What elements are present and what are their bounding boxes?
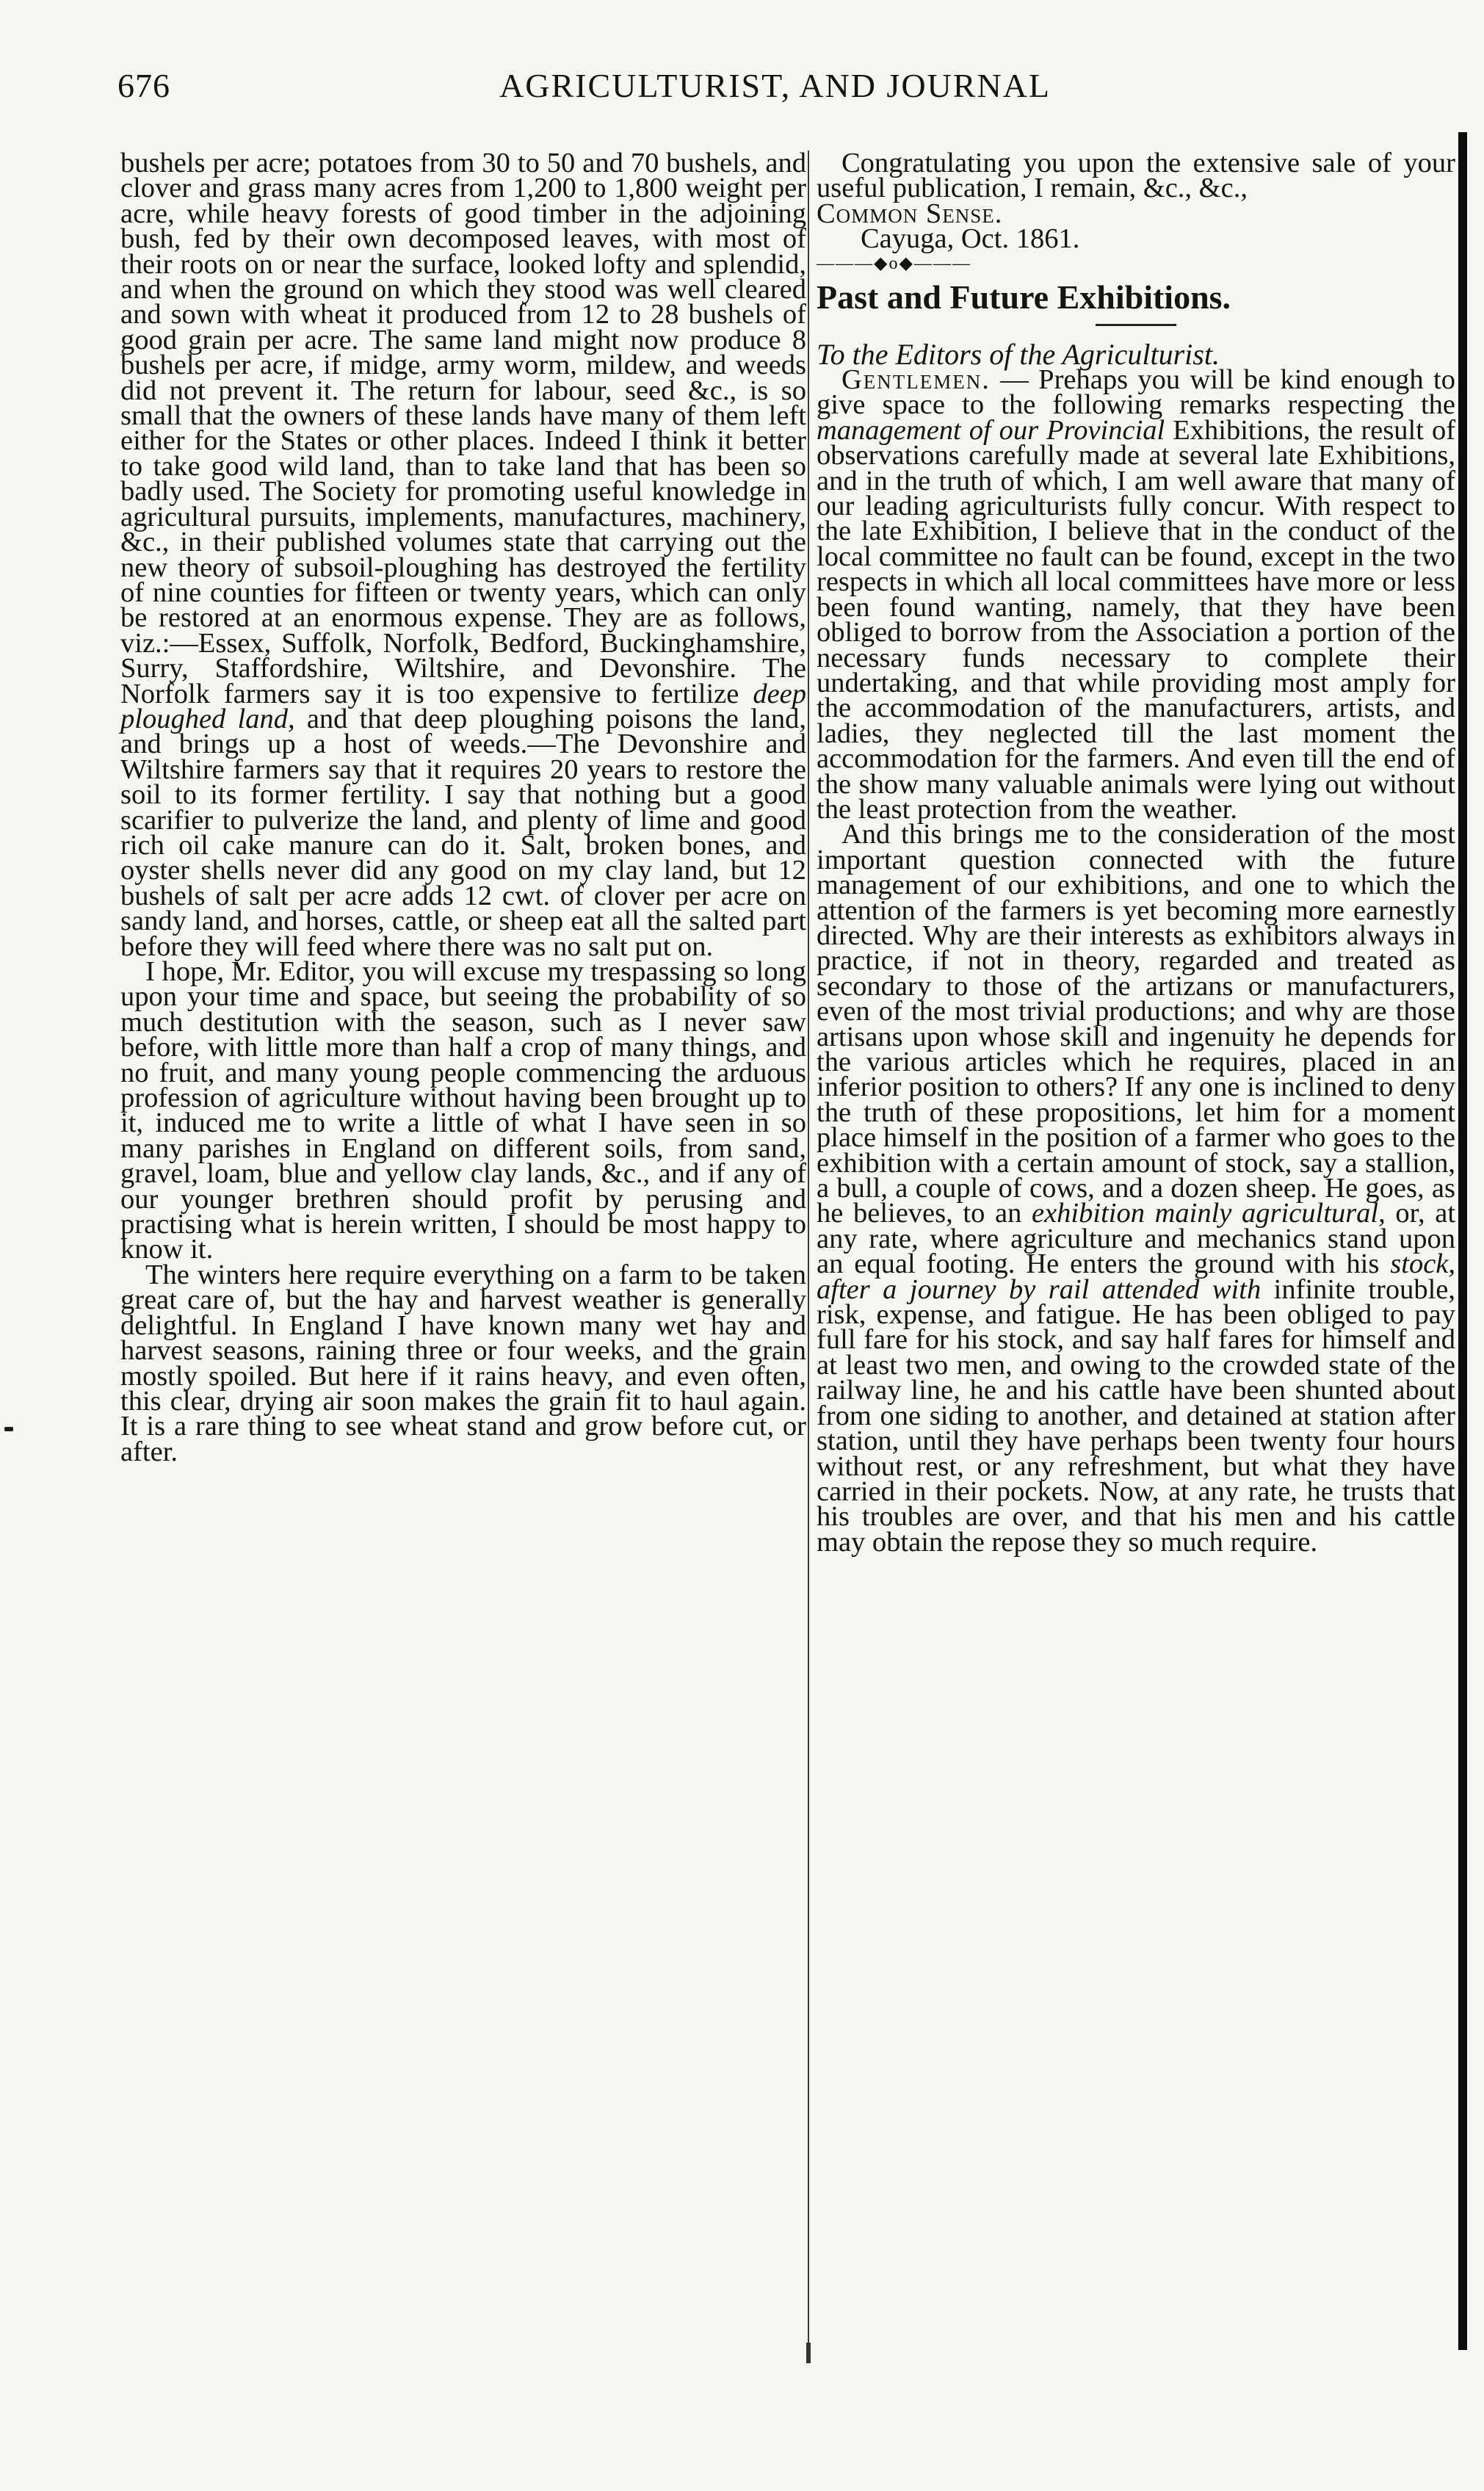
right-p2-mid: or, at any rate, where agriculture and mechanics stand upon an equal footing. He enters the ground with his — [817, 1198, 1456, 1280]
column-rule-foot — [806, 2343, 811, 2363]
signature: Common Sense. — [817, 198, 1003, 229]
right-p1-end: Exhibitions, the result of observations carefully made at several late Exhibitions, and in the truth of which, I am well aware that many of our leading agriculturists fully concur. With respect to the late Exhibition, I believe that in the conduct of the local committee no fault can be found, except in the two respects in which all local committees have more or less been found wanting, namely, that they have been obliged to borrow from the Association a portion of the necessary funds necessary to complete their undertaking, and that while providing most amply for the accommodation of the manufacturers, artists, and ladies, they neglected till the last moment the accommodation for the farmers. And even till the end of the show many valuable animals were lying out without the least protection from the weather. — [817, 414, 1456, 825]
right-p2-italic2: stock, after a journey by rail attended with — [817, 1248, 1455, 1305]
left-p1-italic: deep ploughed land, — [120, 678, 806, 734]
right-paragraph-1 — [817, 364, 1456, 825]
right-paragraph-2 — [817, 819, 1456, 1558]
right-column — [812, 148, 1456, 2376]
gentlemen-label: Gentlemen. — [841, 364, 991, 396]
binding-edge-shadow — [1458, 132, 1467, 2350]
left-p1-text: bushels per acre; potatoes from 30 to 50 and 70 bushels, and clover and grass many acres from 1,200 to 1,800 weight per acre, while heavy forests of good timber in the adjoining bush, fed by their own decomposed leaves, with most of their roots on or near the surface, looked lofty and splendid, and when the ground on which they stood was well cleared and sown with wheat it produced from 12 to 28 bushels of good grain per acre. The same land might now produce 8 bushels per acre, if midge, army worm, mildew, and weeds did not prevent it. The return for labour, seed &c., is so small that the owners of these lands have many of them left either for the States or other places. Indeed I think it better to take good wild land, than to take land that has been so badly used. The Society for promoting useful knowledge in agricultural pursuits, implements, manufactures, machinery, &c., in their published volumes state that carrying out the new theory of subsoil-ploughing has destroyed the fertility of nine counties for fifteen or twenty years, which can only be restored at an enormous expense. They are as follows, viz.:—Essex, Suffolk, Norfolk, Bedford, Buckinghamshire, Surry, Staffordshire, Wiltshire, and Devonshire. The Norfolk farmers say it is too expensive to fertilize — [120, 148, 806, 709]
page-number: 676 — [117, 67, 170, 104]
dateline: Cayuga, Oct. 1861. — [861, 223, 1080, 255]
right-p1-italic: management of our Provincial — [817, 414, 1165, 446]
right-p1-text: — Prehaps you will be kind enough to give space to the following remarks respecting the — [817, 364, 1455, 421]
salutation: To the Editors of the Agriculturist. — [817, 337, 1220, 371]
running-title: AGRICULTURIST, AND JOURNAL — [499, 67, 1051, 104]
section-heading: Past and Future Exhibitions. — [817, 278, 1231, 316]
left-column — [120, 148, 807, 2361]
left-paragraph-3: The winters here require everything on a farm to be taken great care of, but the hay and harvest weather is generally delightful. In England I have known many wet hay and harvest seasons, raining three or four weeks, and the grain mostly spoiled. But here if it rains heavy, and even often, this clear, drying air soon makes the grain fit to haul again. It is a rare thing to see wheat stand and grow before cut, or after. — [120, 1259, 806, 1467]
page-header — [117, 66, 1439, 118]
closing-paragraph: Congratulating you upon the extensive sale of your useful publication, I remain, &c., &c., — [817, 148, 1455, 204]
column-rule — [808, 151, 809, 2361]
margin-mark — [4, 1427, 13, 1431]
left-paragraph-2: I hope, Mr. Editor, you will excuse my trespassing so long upon your time and space, but seeing the probability of so much destitution with the season, such as I never saw before, with little more than half a crop of many things, and no fruit, and many young people commencing the arduous profession of agriculture without having been brought up to it, induced me to write a little of what I have seen in so many parishes in England on different soils, from sand, gravel, loam, blue and yellow clay lands, &c., and if any of our younger brethren should profit by perusing and practising what is herein written, I should be most happy to know it. — [120, 956, 806, 1265]
left-p1-end: and that deep ploughing poisons the land, and brings up a host of weeds.—The Devonshire and Wiltshire farmers say that it requires 20 years to restore the soil to its former fertility. I say that nothing but a good scarifier to pulverize the land, and plenty of lime and good rich oil cake manure can do it. Salt, broken bones, and oyster shells never did any good on my clay land, but 12 bushels of salt per acre adds 12 cwt. of clover per acre on sandy land, and horses, cattle, or sheep eat all the salted part before they will feed where there was no salt put on. — [120, 703, 807, 962]
right-p2-text: And this brings me to the consideration of the most important question connected with the future management of our exhibitions, and one to which the attention of the farmers is yet becoming more earnestly directed. Why are their interests as exhibitors always in practice, if not in theory, regarded and treated as secondary to those of the artizans or manufacturers, even of the most trivial productions; and why are those artisans upon whose skill and ingenuity he depends for the various articles which he requires, placed in an inferior position to others? If any one is inclined to deny the truth of these propositions, let him for a moment place himself in the position of a farmer who goes to the exhibition with a certain amount of stock, say a stallion, a bull, a couple of cows, and a dozen sheep. He goes, as he believes, to an — [817, 819, 1455, 1229]
right-p2-italic: exhibition mainly agricultural, — [1032, 1198, 1386, 1229]
right-p2-end: infinite trouble, risk, expense, and fatigue. He has been obliged to pay full fare for his stock, and say half fares for himself and at least two men, and owing to the crowded state of the railway line, he and his cattle have been shunted about from one siding to another, and detained at station after station, until they have perhaps been twenty four hours without rest, or any refreshment, but what they have carried in their pockets. Now, at any rate, he trusts that his troubles are over, and that his men and his cattle may obtain the repose they so much require. — [817, 1273, 1456, 1558]
ornament-divider: ———◆o◆——— — [817, 253, 971, 273]
left-paragraph-1 — [120, 148, 807, 962]
heading-rule — [1096, 324, 1176, 326]
